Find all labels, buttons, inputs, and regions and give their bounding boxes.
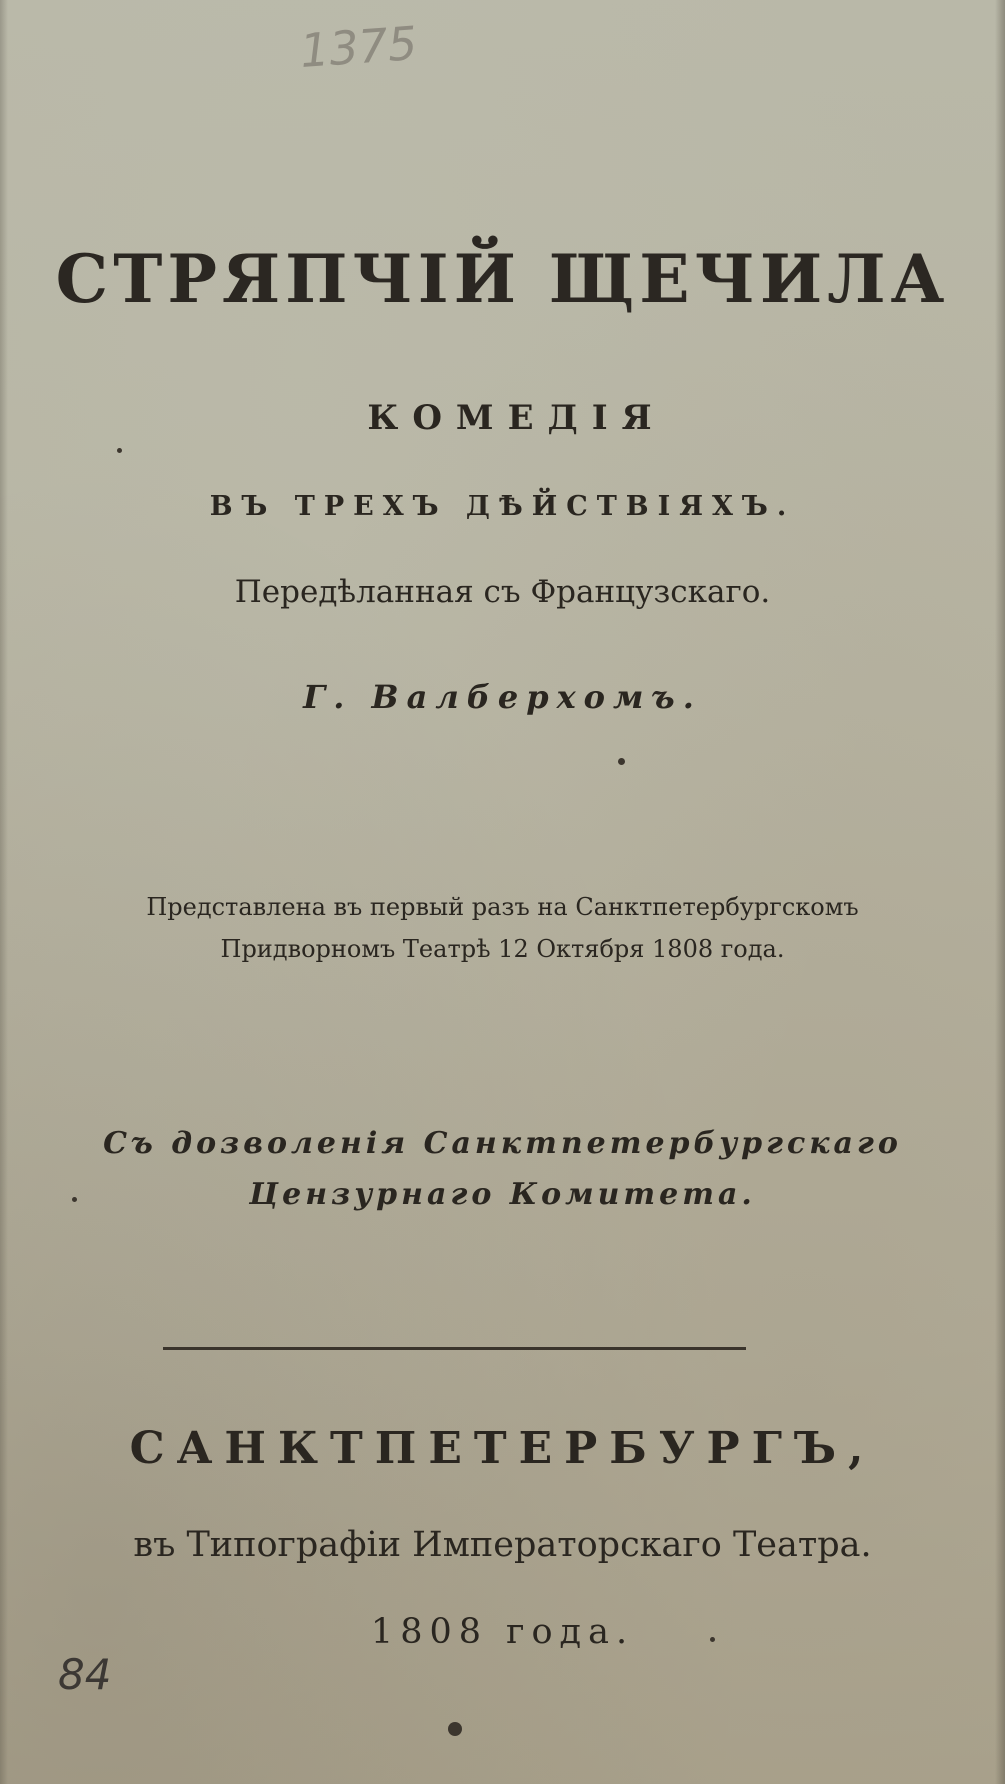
imprint-city: САНКТПЕТЕРБУРГЪ, (129, 1423, 876, 1474)
handwritten-shelfmark: 84 (58, 1650, 112, 1699)
ink-speck (117, 448, 122, 453)
ink-speck (72, 1197, 77, 1202)
horizontal-divider (163, 1347, 746, 1350)
ink-speck (618, 758, 625, 765)
adaptation-note: Передѣланная съ Французскаго. (234, 574, 771, 610)
imprint-printer: въ Типографіи Императорскаго Театра. (133, 1525, 872, 1565)
book-title: СТРЯПЧІЙ ЩЕЧИЛА (55, 240, 950, 318)
ornament-dot (448, 1722, 462, 1736)
censorship-line-1: Съ дозволенія Санктпетербургскаго (103, 1126, 902, 1161)
censorship-line-2: Цензурнаго Комитета. (249, 1177, 756, 1212)
imprint-year: 1808 года. (370, 1612, 635, 1652)
pencil-annotation: 1375 (298, 15, 419, 79)
genre-heading: КОМЕДІЯ (367, 398, 666, 438)
ink-speck (710, 1637, 715, 1642)
premiere-line-2: Придворномъ Театрѣ 12 Октября 1808 года. (220, 935, 785, 963)
premiere-line-1: Представлена въ первый разъ на Санктпетербургскомъ (146, 893, 859, 921)
acts-subtitle: ВЪ ТРЕХЪ ДѢЙСТВІЯХЪ. (209, 491, 796, 522)
author-line: Г. Валберхомъ. (303, 678, 702, 716)
